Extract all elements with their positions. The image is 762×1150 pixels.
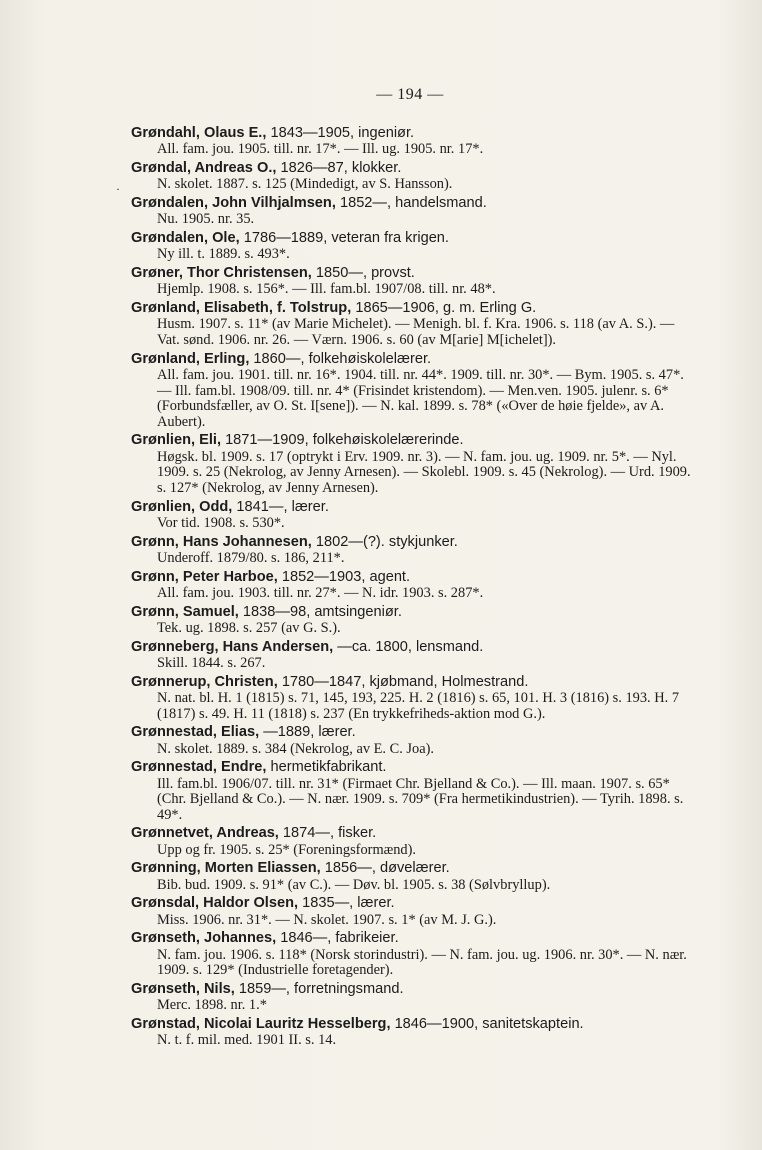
- entry-name: Grønn, Peter Harboe,: [131, 568, 278, 585]
- entry-info: 1802—(?). stykjunker.: [311, 533, 458, 550]
- entry-references: Upp og fr. 1905. s. 25* (Foreningsformænd).: [157, 841, 417, 858]
- entry-info: 1865—1906, g. m. Erling G.: [351, 300, 537, 316]
- list-item: [131, 533, 697, 567]
- entry-name: Grønlien, Odd,: [131, 498, 233, 515]
- entry-info: 1874—, fisker.: [278, 825, 377, 842]
- entry-name: Grønning, Morten Eliassen,: [131, 860, 321, 877]
- entry-references: Tek. ug. 1898. s. 257 (av G. S.).: [157, 619, 341, 636]
- entry-info: —ca. 1800, lensmand.: [333, 638, 484, 655]
- entry-references: All. fam. jou. 1901. till. nr. 16*. 1904. till. nr. 44*. 1909. till. nr. 30*. — Bym. 1905. s. 47*. — Ill. fam.bl. 1908/09. till. nr. 4* (Frisindet kristendom). — Men.ven. 1905. julenr. s. 6* (Forbundsfæller, av O. St. I[sene]). — N. kal. 1899. s. 78* («Over de høie fjelde», av A. Aubert).: [157, 367, 684, 430]
- list-item: [131, 124, 697, 158]
- entry-info: 1852—, handelsmand.: [335, 195, 487, 211]
- entry-name: Grønneberg, Hans Andersen,: [131, 638, 334, 655]
- list-item: [131, 229, 697, 263]
- entry-name: Grøndalen, John Vilhjalmsen,: [131, 195, 336, 211]
- entry-name: Grønnestad, Endre,: [131, 759, 267, 776]
- entry-heading: [131, 1015, 697, 1033]
- entry-references: Miss. 1906. nr. 31*. — N. skolet. 1907. s. 1* (av M. J. G.).: [157, 911, 497, 928]
- entry-heading: [131, 533, 697, 551]
- entry-references: Høgsk. bl. 1909. s. 17 (optrykt i Erv. 1909. nr. 3). — N. fam. jou. ug. 1909. nr. 5*. — Nyl. 1909. s. 25 (Nekrolog, av Jenny Arnesen). — Skolebl. 1909. s. 45 (Nekrolog). — Urd. 1909. s. 127* (Nekrolog, av Jenny Arnesen).: [157, 448, 691, 496]
- entry-name: Grønnerup, Christen,: [131, 673, 278, 690]
- list-item: [131, 894, 697, 928]
- entry-info: 1838—98, amtsingeniør.: [238, 603, 402, 620]
- entry-references: Underoff. 1879/80. s. 186, 211*.: [157, 549, 345, 566]
- entry-heading: [131, 638, 697, 656]
- list-item: [131, 568, 697, 602]
- entry-name: Grøndalen, Ole,: [131, 230, 240, 246]
- entry-heading: [131, 194, 697, 212]
- entry-references: Husm. 1907. s. 11* (av Marie Michelet). — Menigh. bl. f. Kra. 1906. s. 118 (av A. S.). — Vat. sønd. 1906. nr. 26. — Værn. 1906. s. 60 (av M[arie] M[ichelet]).: [157, 316, 675, 348]
- entry-list: [131, 124, 697, 1050]
- list-item: [131, 980, 697, 1014]
- entry-references: Bib. bud. 1909. s. 91* (av C.). — Døv. bl. 1905. s. 38 (Sølvbryllup).: [157, 876, 551, 893]
- entry-references: N. t. f. mil. med. 1901 II. s. 14.: [157, 1032, 337, 1049]
- margin-dot: ·: [116, 182, 120, 196]
- entry-info: 1852—1903, agent.: [277, 568, 411, 585]
- list-item: [131, 824, 697, 858]
- entry-name: Grøndal, Andreas O.,: [131, 160, 277, 176]
- entry-references: Hjemlp. 1908. s. 156*. — Ill. fam.bl. 1907/08. till. nr. 48*.: [157, 281, 496, 298]
- entry-references: Merc. 1898. nr. 1.*: [157, 997, 267, 1014]
- list-item: [131, 431, 697, 496]
- list-item: [131, 498, 697, 532]
- list-item: [131, 673, 697, 723]
- entry-name: Grønnestad, Elias,: [131, 724, 260, 741]
- entry-info: 1856—, døvelærer.: [320, 860, 450, 877]
- entry-heading: [131, 229, 697, 247]
- entry-references: N. nat. bl. H. 1 (1815) s. 71, 145, 193, 225. H. 2 (1816) s. 65, 101. H. 3 (1816) s. 193. H. 7 (1817) s. 49. H. 11 (1818) s. 237 (En trykkefriheds-aktion mod G.).: [157, 689, 680, 722]
- entry-name: Grønland, Elisabeth, f. Tolstrup,: [131, 300, 352, 316]
- entry-info: 1841—, lærer.: [232, 498, 329, 515]
- entry-heading: [131, 431, 697, 449]
- entry-heading: [131, 124, 697, 142]
- entry-references: Nu. 1905. nr. 35.: [157, 211, 255, 228]
- entry-info: 1846—1900, sanitetskaptein.: [390, 1015, 584, 1032]
- entry-info: 1843—1905, ingeniør.: [266, 125, 415, 141]
- entry-heading: [131, 980, 697, 998]
- entry-heading: [131, 673, 697, 691]
- entry-info: 1850—, provst.: [311, 265, 415, 281]
- entry-heading: [131, 929, 697, 947]
- entry-info: —1889, lærer.: [259, 724, 356, 741]
- entry-heading: [131, 498, 697, 516]
- entry-heading: [131, 264, 697, 282]
- entry-name: Grøner, Thor Christensen,: [131, 265, 312, 281]
- list-item: [131, 264, 697, 298]
- list-item: [131, 859, 697, 893]
- entry-heading: [131, 603, 697, 621]
- entry-name: Grønn, Hans Johannesen,: [131, 533, 312, 550]
- entry-name: Grøndahl, Olaus E.,: [131, 125, 267, 141]
- entry-info: 1859—, forretningsmand.: [234, 980, 404, 997]
- entry-references: Skill. 1844. s. 267.: [157, 654, 266, 671]
- entry-heading: [131, 859, 697, 877]
- list-item: [131, 299, 697, 349]
- entry-heading: [131, 299, 697, 317]
- entry-references: Ny ill. t. 1889. s. 493*.: [157, 246, 290, 263]
- entry-info: 1786—1889, veteran fra krigen.: [239, 230, 449, 246]
- entry-references: N. skolet. 1889. s. 384 (Nekrolog, av E. C. Joa).: [157, 740, 434, 757]
- entry-info: 1860—, folkehøiskolelærer.: [249, 350, 432, 367]
- entry-heading: [131, 894, 697, 912]
- entry-info: 1826—87, klokker.: [276, 160, 402, 176]
- entry-info: 1780—1847, kjøbmand, Holmestrand.: [277, 673, 529, 690]
- entry-name: Grønland, Erling,: [131, 350, 250, 367]
- entry-heading: [131, 723, 697, 741]
- entry-heading: [131, 159, 697, 177]
- entry-references: All. fam. jou. 1903. till. nr. 27*. — N. idr. 1903. s. 287*.: [157, 584, 484, 601]
- list-item: [131, 1015, 697, 1049]
- entry-heading: [131, 824, 697, 842]
- list-item: [131, 638, 697, 672]
- entry-references: All. fam. jou. 1905. till. nr. 17*. — Ill. ug. 1905. nr. 17*.: [157, 141, 484, 158]
- list-item: [131, 758, 697, 823]
- entry-info: 1871—1909, folkehøiskolelærerinde.: [221, 432, 464, 449]
- entry-references: Ill. fam.bl. 1906/07. till. nr. 31* (Firmaet Chr. Bjelland & Co.). — Ill. maan. 1907. s. 65* (Chr. Bjelland & Co.). — N. nær. 1909. s. 709* (Fra hermetikindustrien). — Tyrih. 1898. s. 49*.: [157, 775, 684, 823]
- entry-references: N. skolet. 1887. s. 125 (Mindedigt, av S. Hansson).: [157, 176, 453, 193]
- list-item: [131, 603, 697, 637]
- page-number: — 194 —: [376, 86, 444, 103]
- entry-references: Vor tid. 1908. s. 530*.: [157, 514, 285, 531]
- list-item: [131, 350, 697, 431]
- list-item: [131, 929, 697, 979]
- list-item: [131, 723, 697, 757]
- entry-name: Grønlien, Eli,: [131, 432, 222, 449]
- entry-name: Grønnetvet, Andreas,: [131, 825, 279, 842]
- entry-name: Grønseth, Nils,: [131, 980, 235, 997]
- entry-references: N. fam. jou. 1906. s. 118* (Norsk storindustri). — N. fam. jou. ug. 1906. nr. 30*. — N. nær. 1909. s. 129* (Industrielle foretagender).: [157, 946, 687, 979]
- list-item: [131, 159, 697, 193]
- entry-heading: [131, 758, 697, 776]
- entry-name: Grønsdal, Haldor Olsen,: [131, 895, 299, 912]
- entry-name: Grønn, Samuel,: [131, 603, 239, 620]
- entry-name: Grønstad, Nicolai Lauritz Hesselberg,: [131, 1015, 391, 1032]
- list-item: [131, 194, 697, 228]
- entry-heading: [131, 350, 697, 368]
- entry-name: Grønseth, Johannes,: [131, 930, 277, 947]
- entry-heading: [131, 568, 697, 586]
- entry-info: 1846—, fabrikeier.: [276, 930, 399, 947]
- entry-info: 1835—, lærer.: [298, 895, 395, 912]
- entry-info: hermetikfabrikant.: [266, 759, 387, 776]
